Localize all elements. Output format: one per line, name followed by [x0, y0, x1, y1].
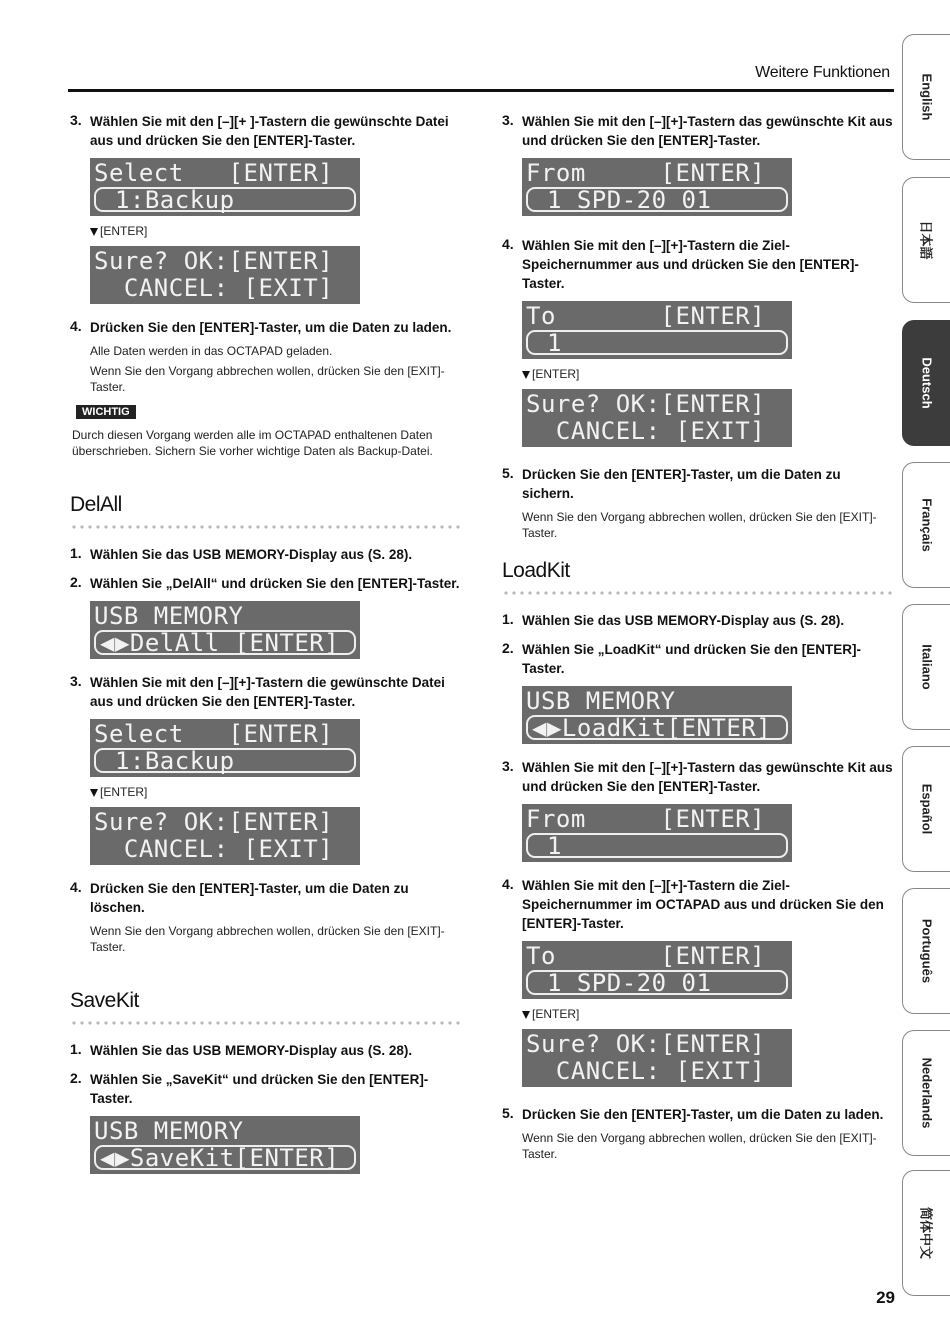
- step: 3. Wählen Sie mit den [–][+ ]-Tastern die gewünschte Datei aus und drücken Sie den [ENTER]-Taster.: [70, 112, 449, 148]
- arrow-down-icon: [90, 228, 98, 236]
- page-header-title: Weitere Funktionen: [755, 64, 890, 81]
- tab-italiano[interactable]: Italiano: [902, 604, 950, 730]
- arrow-down-icon: [90, 789, 98, 797]
- arrow-enter: [ENTER]: [522, 1007, 894, 1021]
- step: 3. Wählen Sie mit den [–][+]-Tastern das gewünschte Kit aus und drücken Sie den [ENTER]-Taster.: [502, 758, 893, 794]
- step: 1. Wählen Sie das USB MEMORY-Display aus (S. 28).: [502, 611, 845, 628]
- tab-english[interactable]: English: [902, 34, 950, 160]
- step: 1. Wählen Sie das USB MEMORY-Display aus (S. 28).: [70, 545, 413, 562]
- step: 3. Wählen Sie mit den [–][+]-Tastern das gewünschte Kit aus und drücken Sie den [ENTER]-Taster.: [502, 112, 893, 148]
- tab-espanol[interactable]: Español: [902, 746, 950, 872]
- left-column: 3. Wählen Sie mit den [–][+ ]-Tastern die gewünschte Datei aus und drücken Sie den [ENTER]-Taster. Select [ENTER] 1:Backup [ENTER] Sure? OK:[ENTER] CANCEL: [EXIT] 4. Drücken Sie den [ENTER]-Taster, um die Daten zu laden. Alle Daten werden in das OCTAPAD geladen. Wenn Sie den Vorgang abbrechen wollen, drücken Sie den [EXIT]-Taster. WICHTIG Durch diesen Vorgang werden alle im OCTAPAD enthaltenen Daten überschrieben. Sichern Sie vorher wichtige Daten als Backup-Datei. DelAll 1. Wählen Sie das USB MEMORY-Display aus (S. 28). 2. Wählen Sie „DelAll“ und drücken Sie den [ENTER]-Taster. USB MEMORY ◀▶DelAll [ENTER] 3. Wählen Sie mit den [–][+]-Tastern die gewünschte Datei aus und drücken Sie den [ENTER]-Taster. Select [ENTER] 1:Backup [ENTER] Sure? OK:[ENTER] CANCEL: [EXIT] 4. Drücken Sie den [ENTER]-Taster, um die Daten zu löschen. Wenn Sie den Vorgang abbrechen wollen, drücken Sie den [EXIT]-Taster. SaveKit 1. Wählen Sie das USB MEMORY-Display aus (S. 28). 2. Wählen Sie „SaveKit“ und drücken Sie den [ENTER]-Taster. USB MEMORY ◀▶SaveKit[ENTER]: [70, 112, 462, 1182]
- arrow-enter: [ENTER]: [90, 224, 462, 238]
- lcd-display: Sure? OK:[ENTER] CANCEL: [EXIT]: [522, 389, 792, 447]
- lcd-display: From [ENTER] 1 SPD-20 01: [522, 158, 792, 216]
- step: 2. Wählen Sie „LoadKit“ und drücken Sie den [ENTER]-Taster.: [502, 640, 862, 676]
- arrow-down-icon: [522, 371, 530, 379]
- step: 2. Wählen Sie „DelAll“ und drücken Sie den [ENTER]-Taster.: [70, 574, 460, 591]
- lcd-display: Select [ENTER] 1:Backup: [90, 158, 360, 216]
- tab-francais[interactable]: Français: [902, 462, 950, 588]
- lcd-display: Sure? OK:[ENTER] CANCEL: [EXIT]: [522, 1029, 792, 1087]
- dotted-divider: [502, 591, 894, 595]
- section-title-loadkit: LoadKit: [502, 559, 570, 582]
- step: 3. Wählen Sie mit den [–][+]-Tastern die gewünschte Datei aus und drücken Sie den [ENTER]-Taster.: [70, 673, 445, 709]
- lcd-display: USB MEMORY ◀▶SaveKit[ENTER]: [90, 1116, 360, 1174]
- tab-deutsch[interactable]: Deutsch: [902, 320, 950, 446]
- arrow-enter: [ENTER]: [522, 367, 894, 381]
- step: 5. Drücken Sie den [ENTER]-Taster, um die Daten zu laden.: [502, 1105, 884, 1122]
- tab-japanese[interactable]: 日本語: [902, 177, 950, 303]
- lcd-display: From [ENTER] 1: [522, 804, 792, 862]
- lcd-display: Sure? OK:[ENTER] CANCEL: [EXIT]: [90, 807, 360, 865]
- step: 4. Drücken Sie den [ENTER]-Taster, um die Daten zu löschen.: [70, 879, 409, 915]
- step: 1. Wählen Sie das USB MEMORY-Display aus (S. 28).: [70, 1041, 413, 1058]
- lcd-display: To [ENTER] 1: [522, 301, 792, 359]
- lcd-display: USB MEMORY ◀▶LoadKit[ENTER]: [522, 686, 792, 744]
- arrow-enter: [ENTER]: [90, 785, 462, 799]
- arrow-down-icon: [522, 1011, 530, 1019]
- tab-nederlands[interactable]: Nederlands: [902, 1030, 950, 1156]
- step: 4. Drücken Sie den [ENTER]-Taster, um die Daten zu laden.: [70, 318, 452, 335]
- lcd-display: To [ENTER] 1 SPD-20 01: [522, 941, 792, 999]
- warning-text: Durch diesen Vorgang werden alle im OCTAPAD enthaltenen Daten überschrieben. Sichern Sie vorher wichtige Daten als Backup-Datei.: [72, 428, 433, 458]
- lcd-display: Sure? OK:[ENTER] CANCEL: [EXIT]: [90, 246, 360, 304]
- step: 2. Wählen Sie „SaveKit“ und drücken Sie den [ENTER]-Taster.: [70, 1070, 429, 1106]
- section-title-delall: DelAll: [70, 493, 122, 516]
- wichtig-badge: WICHTIG: [76, 405, 136, 419]
- section-title-savekit: SaveKit: [70, 989, 139, 1012]
- lcd-display: Select [ENTER] 1:Backup: [90, 719, 360, 777]
- page-number: 29: [876, 1288, 895, 1307]
- step: 5. Drücken Sie den [ENTER]-Taster, um die Daten zu sichern.: [502, 465, 841, 501]
- step: 4. Wählen Sie mit den [–][+]-Tastern die Ziel-Speichernummer aus und drücken Sie den [ENTER]-Taster.: [502, 236, 859, 291]
- tab-chinese[interactable]: 简体中文: [902, 1170, 950, 1296]
- lcd-display: USB MEMORY ◀▶DelAll [ENTER]: [90, 601, 360, 659]
- step: 4. Wählen Sie mit den [–][+]-Tastern die Ziel-Speichernummer im OCTAPAD aus und drücken Sie den [ENTER]-Taster.: [502, 876, 884, 931]
- right-column: 3. Wählen Sie mit den [–][+]-Tastern das gewünschte Kit aus und drücken Sie den [ENTER]-Taster. From [ENTER] 1 SPD-20 01 4. Wählen Sie mit den [–][+]-Tastern die Ziel-Speichernummer aus und drücken Sie den [ENTER]-Taster. To [ENTER] 1 [ENTER] Sure? OK:[ENTER] CANCEL: [EXIT] 5. Drücken Sie den [ENTER]-Taster, um die Daten zu sichern. Wenn Sie den Vorgang abbrechen wollen, drücken Sie den [EXIT]-Taster. LoadKit 1. Wählen Sie das USB MEMORY-Display aus (S. 28). 2. Wählen Sie „LoadKit“ und drücken Sie den [ENTER]-Taster. USB MEMORY ◀▶LoadKit[ENTER] 3. Wählen Sie mit den [–][+]-Tastern das gewünschte Kit aus und drücken Sie den [ENTER]-Taster. From [ENTER] 1 4. Wählen Sie mit den [–][+]-Tastern die Ziel-Speichernummer im OCTAPAD aus und drücken Sie den [ENTER]-Taster. To [ENTER] 1 SPD-20 01 [ENTER] Sure? OK:[ENTER] CANCEL: [EXIT] 5. Drücken Sie den [ENTER]-Taster, um die Daten zu laden. Wenn Sie den Vorgang abbrechen wollen, drücken Sie den [EXIT]-Taster.: [502, 112, 893, 1161]
- header-rule: [68, 89, 894, 92]
- tab-portugues[interactable]: Português: [902, 888, 950, 1014]
- dotted-divider: [70, 1021, 462, 1025]
- dotted-divider: [70, 525, 462, 529]
